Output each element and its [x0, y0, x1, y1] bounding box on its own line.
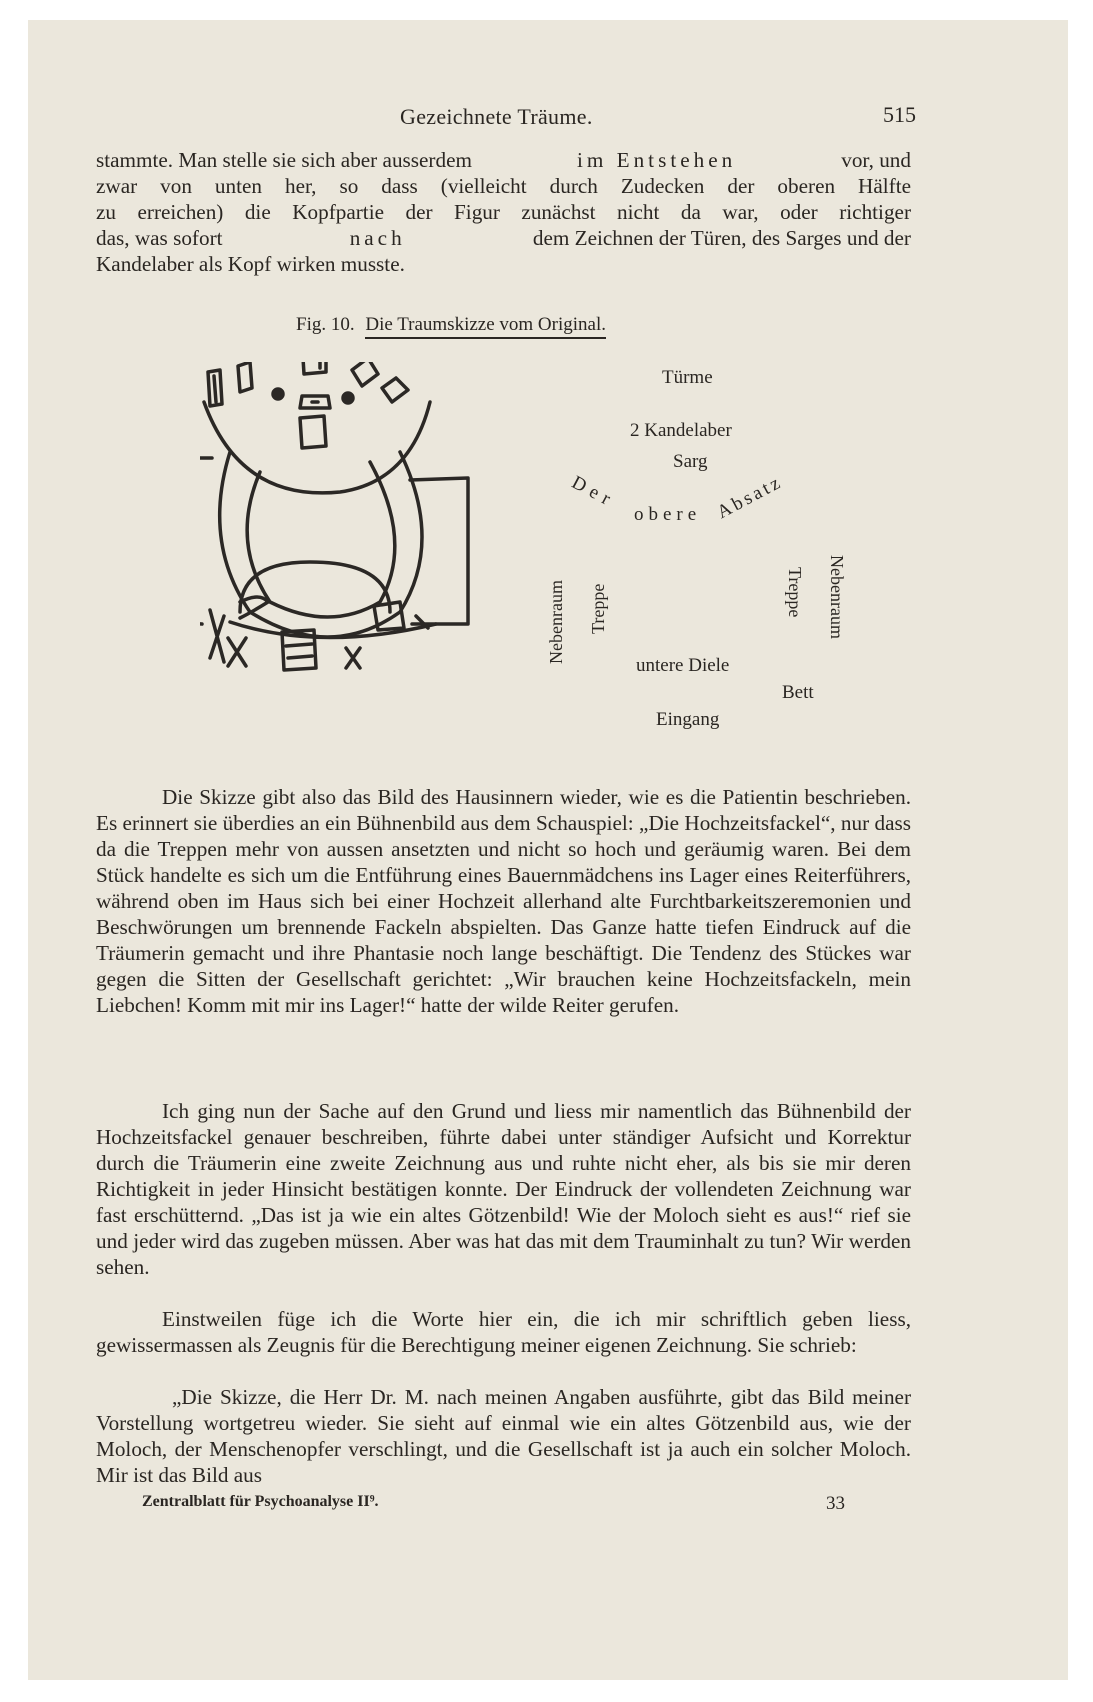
paragraph-5: „Die Skizze, die Herr Dr. M. nach meinen Angaben ausführte, gibt das Bild meiner Vorstellung wortgetreu wieder. Sie sieht auf einmal wie ein altes Götzenbild aus, wie der Moloch, der Menschenopfer verschlingt, und die Gesellschaft ist ja auch ein solcher Moloch. Mir ist das Bild aus	[96, 1385, 911, 1487]
emphasis-im-entstehen: im Entstehen	[576, 148, 737, 172]
paragraph-3: Ich ging nun der Sache auf den Grund und liess mir namentlich das Bühnenbild der Hochzeitsfackel genauer beschreiben, führte dabei unter ständiger Aufsicht und Korrektur durch die Träumerin eine zweite Zeichnung aus und ruhte nicht eher, als bis sie mir deren Richtigkeit in jeder Hinsicht bestätigen konnte. Der Eindruck der vollendeten Zeichnung war fast erschütternd. „Das ist ja wie ein altes Götzenbild! Wie der Moloch sieht es aus!“ rief sie und jeder wird das zugeben müssen. Aber was hat das mit dem Trauminhalt zu tun? Wir werden sehen.	[96, 1099, 911, 1279]
footer-signature: 33	[826, 1493, 845, 1514]
label-nebenraum-left: Nebenraum	[546, 580, 566, 664]
line-3: zu erreichen) die Kopfpartie der Figur zunächst nicht da war, oder richtiger	[96, 200, 911, 224]
paragraph-4: Einstweilen füge ich die Worte hier ein, die ich mir schriftlich geben liess, gewissermassen als Zeugnis für die Berechtigung meiner eigenen Zeichnung. Sie schrieb:	[96, 1307, 911, 1357]
footer-journal: Zentralblatt für Psychoanalyse II⁹.	[142, 1493, 379, 1510]
label-treppe-left: Treppe	[588, 583, 608, 634]
line-5: Kandelaber als Kopf wirken musste.	[96, 252, 405, 276]
label-tuerme: Türme	[662, 367, 713, 388]
figure-caption	[296, 314, 606, 336]
label-absatz: Absatz	[713, 471, 787, 524]
label-nebenraum-right: Nebenraum	[827, 555, 847, 639]
paragraph-2: Die Skizze gibt also das Bild des Hausinnern wieder, wie es die Patientin beschrieben. Es erinnert sie überdies an ein Bühnenbild aus dem Schauspiel: „Die Hochzeitsfackel“, nur dass da die Treppen mehr von aussen ansetzten und nicht so hoch und geräumig waren. Bei dem Stück handelte es sich um die Entführung eines Bauernmädchens ins Lager eines Reiterführers, während oben im Haus sich bei einer Hochzeit allerhand alte Furchtbarkeitszeremonien und Beschwörungen um brennende Fackeln abspielten. Das Ganze hatte tiefen Eindruck auf die Träumerin gemacht und ihre Phantasie noch lange beschäftigt. Die Tendenz des Stückes war gegen die Sitten der Gesellschaft gerichtet: „Wir brauchen keine Hochzeitsfackeln, mein Liebchen! Komm mit mir ins Lager!“ hatte der wilde Reiter gerufen.	[96, 785, 911, 1017]
label-obere: obere	[634, 504, 702, 525]
label-der: Der	[568, 472, 620, 513]
dream-sketch-drawing	[200, 362, 500, 702]
figure-number: Fig. 10.	[296, 314, 355, 335]
label-eingang: Eingang	[656, 709, 720, 730]
line-4: das, was sofort	[96, 226, 223, 250]
line-1-tail: vor, und	[841, 148, 911, 172]
label-treppe-right: Treppe	[785, 567, 805, 618]
page-number: 515	[883, 102, 916, 127]
label-untere-diele: untere Diele	[636, 655, 730, 676]
line-2: zwar von unten her, so dass (vielleicht durch Zudecken der oberen Hälfte	[96, 174, 911, 198]
label-kandelaber: 2 Kandelaber	[630, 420, 732, 441]
figure-title: Die Traumskizze vom Original.	[365, 314, 606, 339]
label-sarg: Sarg	[673, 451, 708, 472]
running-title: Gezeichnete Träume.	[400, 104, 593, 129]
emphasis-nach: nach	[349, 226, 406, 250]
line-4-tail: dem Zeichnen der Türen, des Sarges und der	[532, 226, 911, 250]
paragraph-1	[96, 147, 911, 277]
line-1: stammte. Man stelle sie sich aber ausserdem	[96, 148, 472, 172]
label-bett: Bett	[782, 682, 814, 703]
